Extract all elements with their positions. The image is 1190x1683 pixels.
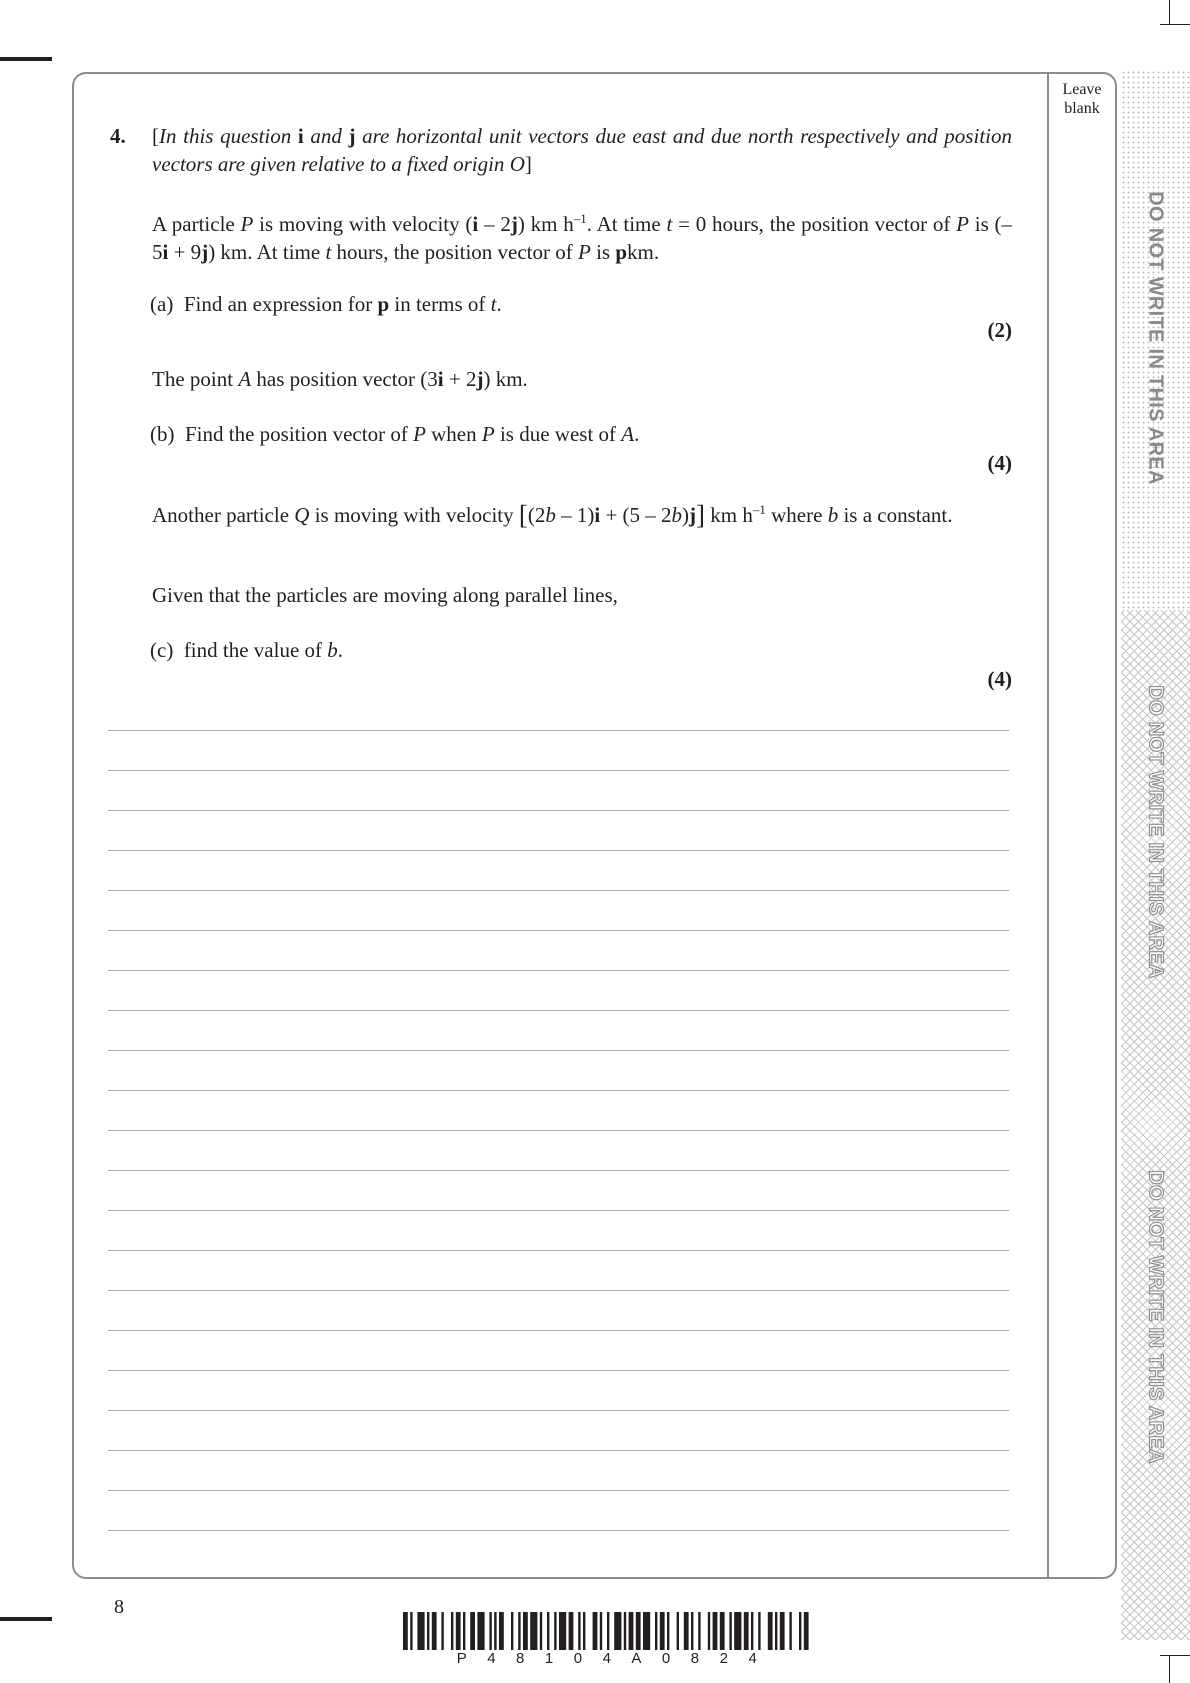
crop-mark-bottom-right-h [1160, 1655, 1190, 1656]
barcode-bar [636, 1612, 641, 1650]
barcode-bar [768, 1612, 773, 1650]
barcode-bar [751, 1612, 753, 1650]
answer-line[interactable] [108, 1530, 1009, 1531]
answer-line[interactable] [108, 730, 1009, 731]
barcode-bar [614, 1612, 621, 1650]
answer-line[interactable] [108, 1250, 1009, 1251]
part-a-marks: (2) [987, 318, 1012, 342]
barcode-bar [643, 1612, 650, 1650]
answer-line[interactable] [108, 1130, 1009, 1131]
crop-mark-top-right-v [1169, 0, 1170, 24]
barcode-bar [744, 1612, 749, 1650]
page-number: 8 [114, 1596, 124, 1618]
barcode-bar [530, 1612, 537, 1650]
barcode-bar [713, 1612, 718, 1650]
barcode-bar [410, 1612, 412, 1650]
barcode-bar [417, 1612, 424, 1650]
crop-mark-top-right-h [1160, 24, 1190, 25]
barcode-bar [494, 1612, 496, 1650]
leave-blank-label: Leave blank [1062, 81, 1102, 117]
answer-line[interactable] [108, 850, 1009, 851]
barcode-text: P48104A0824 [456, 1650, 778, 1667]
barcode-bar [667, 1612, 669, 1650]
barcode-bar [477, 1612, 484, 1650]
answer-line[interactable] [108, 1010, 1009, 1011]
answer-line[interactable] [108, 1330, 1009, 1331]
barcode-bar [691, 1612, 693, 1650]
barcode-bar [511, 1612, 513, 1650]
question-paragraph-2: The point A has position vector (3i + 2j) km. [152, 367, 528, 391]
answer-line[interactable] [108, 1370, 1009, 1371]
answer-line[interactable] [108, 770, 1009, 771]
question-number: 4. [110, 124, 126, 148]
answer-line[interactable] [108, 930, 1009, 931]
answer-line[interactable] [108, 1210, 1009, 1211]
barcode-bar [677, 1612, 679, 1650]
barcode-bar [540, 1612, 542, 1650]
answer-line[interactable] [108, 890, 1009, 891]
barcode-bar [734, 1612, 741, 1650]
margin-warning-2: DO NOT WRITE IN THIS AREA [1144, 685, 1167, 979]
barcode-bar [775, 1612, 777, 1650]
barcode-bar [799, 1612, 801, 1650]
barcode-bar [523, 1612, 528, 1650]
barcode-bar [451, 1612, 453, 1650]
answer-line[interactable] [108, 1450, 1009, 1451]
barcode-bar [607, 1612, 609, 1650]
barcode-bar [684, 1612, 689, 1650]
barcode-bar [624, 1612, 626, 1650]
answer-line[interactable] [108, 1290, 1009, 1291]
question-intro: [In this question i and j are horizontal unit vectors due east and due north respectively and position vectors are given relative to a fixed origin O] [152, 124, 1012, 176]
barcode-bar [708, 1612, 710, 1650]
crop-mark-bottom-left [0, 1617, 52, 1621]
barcode-bar [470, 1612, 475, 1650]
barcode-bar [629, 1612, 634, 1650]
barcode-bar [780, 1612, 785, 1650]
barcode-bar [547, 1612, 549, 1650]
barcode-bar [518, 1612, 520, 1650]
margin-warning-1: DO NOT WRITE IN THIS AREA [1144, 191, 1167, 485]
barcode-bar [403, 1612, 408, 1650]
answer-line[interactable] [108, 1050, 1009, 1051]
barcode-bar [441, 1612, 443, 1650]
barcode-bar [559, 1612, 566, 1650]
part-b-marks: (4) [987, 451, 1012, 475]
answer-line[interactable] [108, 1490, 1009, 1491]
barcode-bar [489, 1612, 491, 1650]
barcode-bar [804, 1612, 809, 1650]
answer-line[interactable] [108, 1090, 1009, 1091]
question-paragraph-3: Another particle Q is moving with velocity [(2b – 1)i + (5 – 2b)j] km $h^{-1}$ where b is a constant. [152, 500, 953, 530]
barcode-bar [427, 1612, 429, 1650]
margin-warning-3: DO NOT WRITE IN THIS AREA [1144, 1170, 1167, 1464]
barcode-bar [758, 1612, 760, 1650]
crop-mark-top-left [0, 57, 52, 61]
barcode-bar [660, 1612, 665, 1650]
barcode-bar [569, 1612, 574, 1650]
answer-line[interactable] [108, 1170, 1009, 1171]
part-c-marks: (4) [987, 667, 1012, 691]
barcode-bar [578, 1612, 580, 1650]
barcode-bar [655, 1612, 657, 1650]
part-c: (c) find the value of b. [150, 638, 344, 662]
leave-blank-divider [1047, 72, 1049, 1579]
barcode-bar [456, 1612, 461, 1650]
barcode-bar [583, 1612, 585, 1650]
part-a: (a) Find an expression for p in terms of t. [150, 292, 502, 316]
barcode [403, 1612, 811, 1650]
question-paragraph-1: A particle P is moving with velocity (i – 2j) km $h^{-1}$. At time t = 0 hours, the position vector of P is (–5i + 9j) km. At time t hours, the position vector of P is pkm. [152, 211, 1013, 264]
answer-line[interactable] [108, 1410, 1009, 1411]
barcode-bar [499, 1612, 504, 1650]
barcode-bar [600, 1612, 602, 1650]
crop-mark-bottom-right-v [1169, 1655, 1170, 1683]
question-paragraph-4: Given that the particles are moving along parallel lines, [152, 583, 618, 607]
barcode-bar [593, 1612, 598, 1650]
barcode-bar [554, 1612, 556, 1650]
part-b: (b) Find the position vector of P when P is due west of A. [150, 422, 640, 446]
barcode-bar [729, 1612, 731, 1650]
barcode-bar [789, 1612, 791, 1650]
barcode-bar [698, 1612, 700, 1650]
answer-line[interactable] [108, 970, 1009, 971]
barcode-bar [720, 1612, 725, 1650]
barcode-bar [432, 1612, 437, 1650]
barcode-bar [463, 1612, 465, 1650]
answer-line[interactable] [108, 810, 1009, 811]
